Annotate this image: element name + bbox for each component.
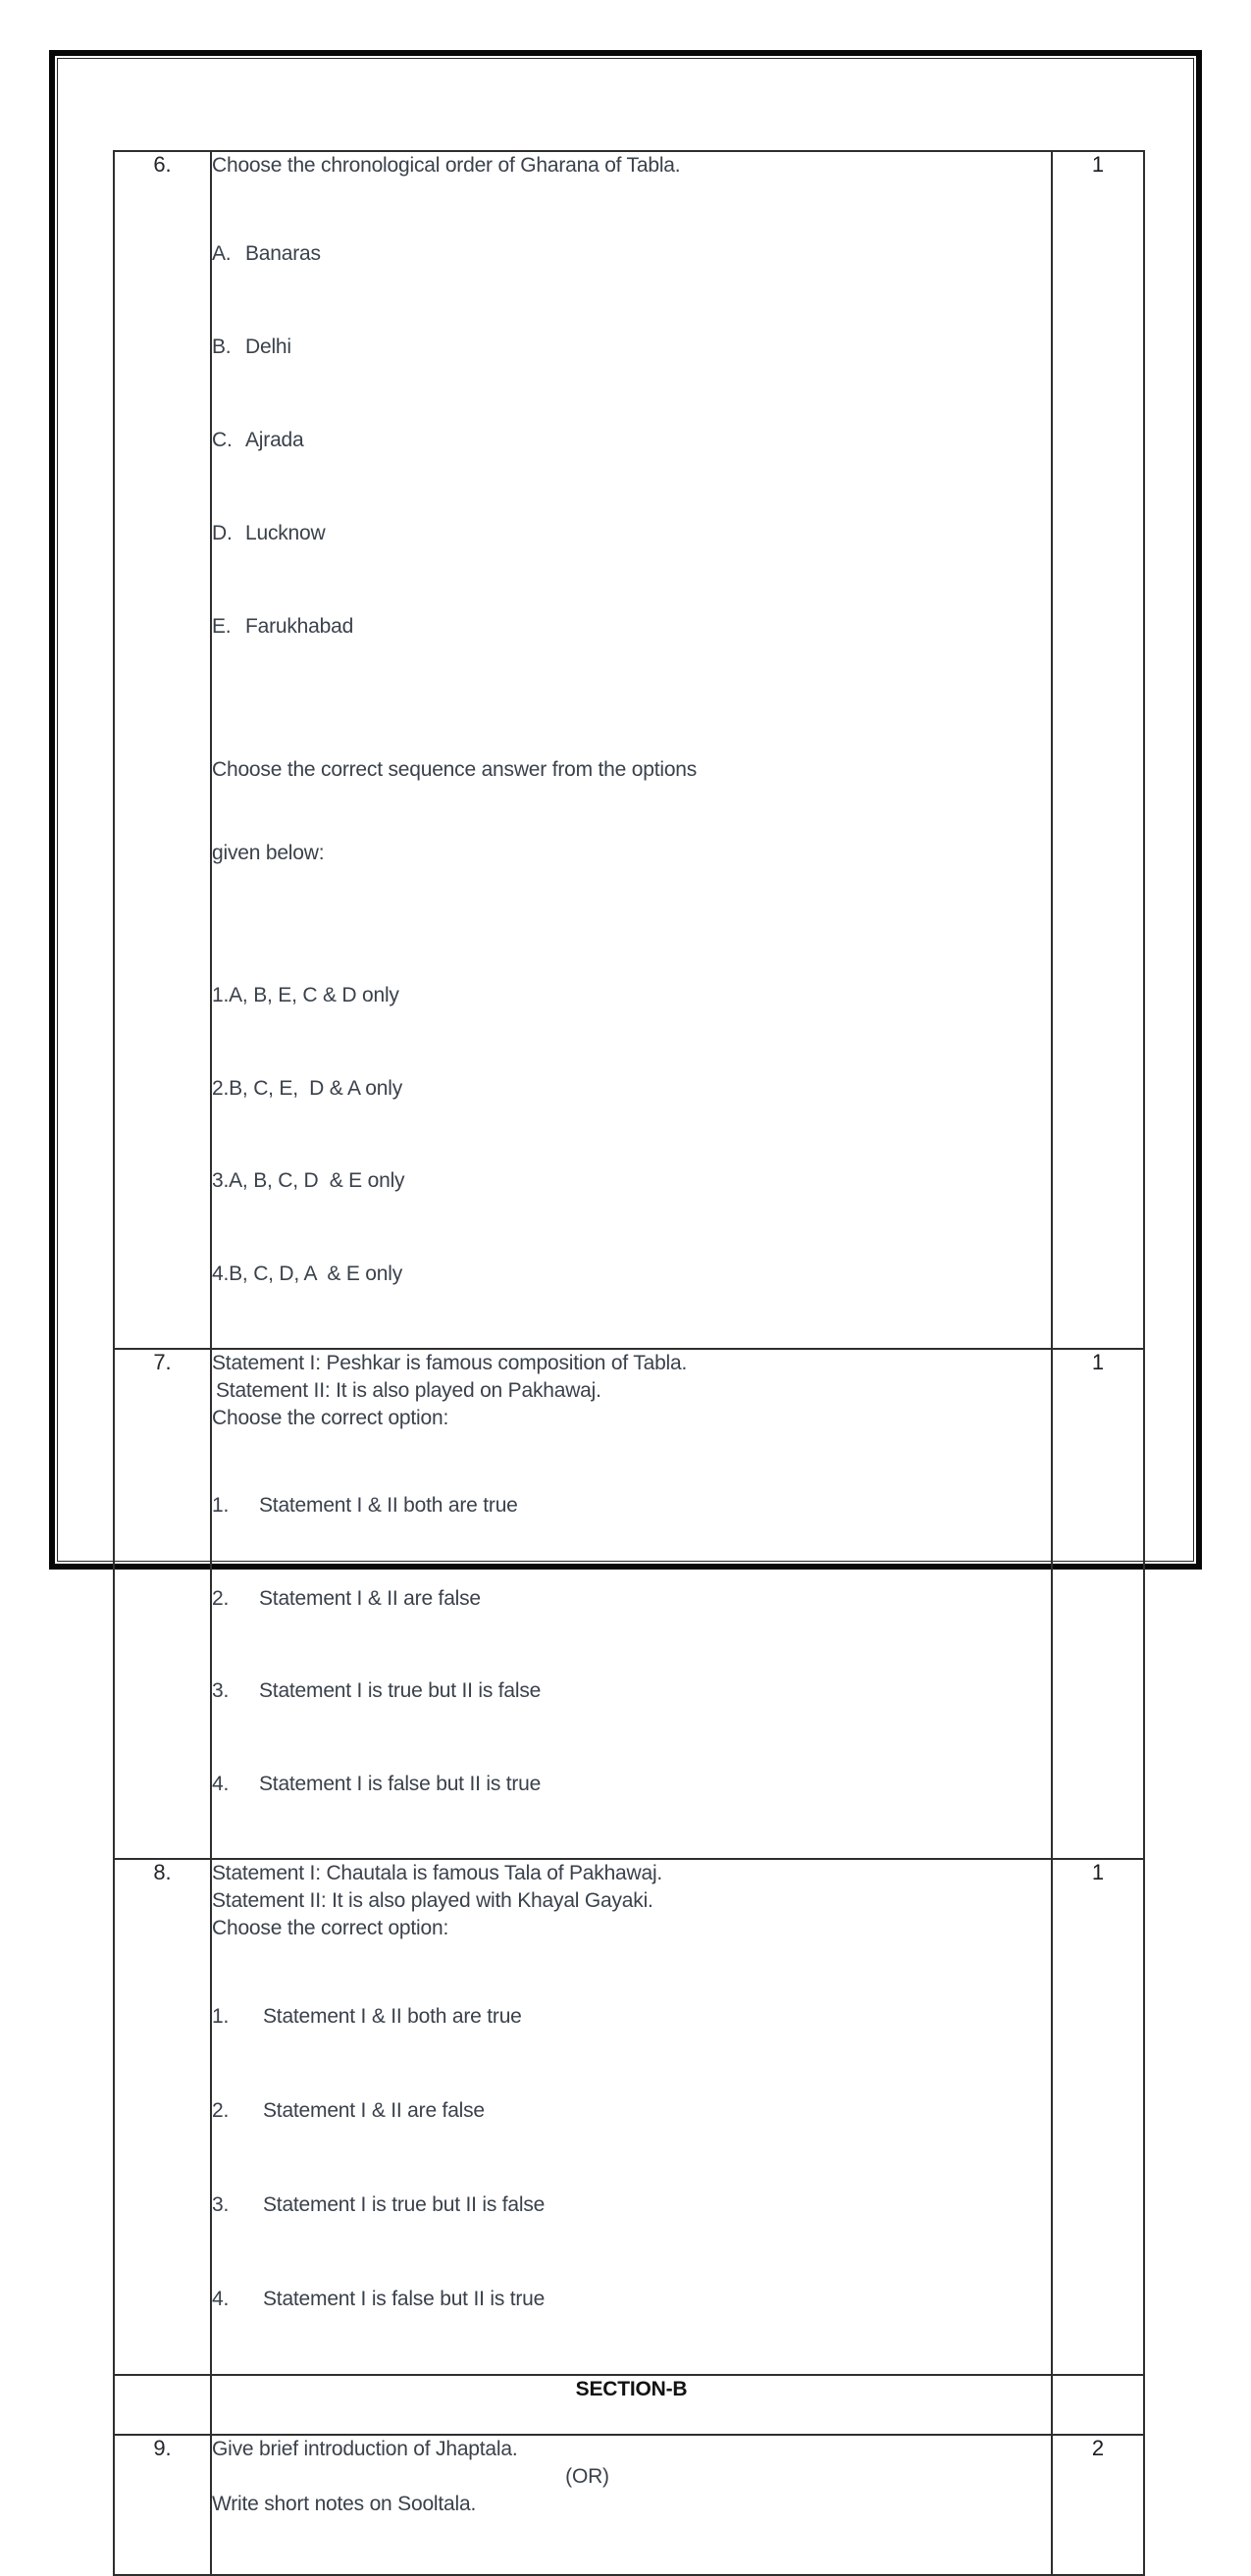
option-letter: E. [212,614,232,638]
numbered-options [212,1432,1051,1858]
sequence-prompt [212,700,1051,922]
option-text: Statement I & II both are true [259,1494,518,1518]
list-item [212,1580,1051,1619]
statement-2: Statement II: It is also played with Khayal Gayaki. [212,1889,653,1912]
question-table [113,150,1145,2576]
option-text: Statement I is false but II is true [259,1772,542,1795]
sequence-option: 2.B, C, E, D & A only [212,1076,403,1100]
option-text: Ajrada [245,428,304,451]
option-letter: B. [212,335,232,358]
list-item [212,1766,1051,1804]
question-number: 8. [114,1859,211,2375]
marks-value: 1 [1052,151,1144,1349]
numbered-options [212,1942,1051,2374]
sequence-options [212,922,1051,1348]
list-item [212,1673,1051,1711]
option-text: Statement I & II are false [259,1586,481,1610]
list-item [212,2186,1051,2225]
list-item [212,2280,1051,2319]
question-body [211,1859,1052,2375]
question-text: Give brief introduction of Jhaptala. [212,2438,518,2460]
empty-cell [114,2375,211,2435]
list-item [212,421,1051,459]
sequence-prompt-line: given below: [212,842,325,864]
section-header: SECTION-B [575,2378,688,2400]
list-item [212,234,1051,273]
option-text: Farukhabad [245,614,354,638]
option-text: Statement I is false but II is true [263,2288,546,2310]
option-letter: C. [212,428,233,451]
question-row-9 [114,2435,1144,2575]
option-number: 1. [212,1494,230,1518]
statement-2: Statement II: It is also played on Pakhawaj. [216,1379,601,1402]
option-text: Banaras [245,241,321,265]
section-header-cell [211,2375,1052,2435]
statement-1: Statement I: Chautala is famous Tala of Pakhawaj. [212,1862,663,1884]
option-number: 4. [212,2288,230,2310]
option-text: Statement I is true but II is false [263,2193,546,2216]
or-separator: (OR) [565,2465,609,2488]
question-intro: Choose the chronological order of Gharana of Tabla. [212,154,681,177]
question-number: 9. [114,2435,211,2575]
option-text: Statement I is true but II is false [259,1679,542,1703]
option-number: 3. [212,1679,230,1703]
option-text: Statement I & II both are true [263,2005,522,2028]
choose-prompt: Choose the correct option: [212,1407,449,1429]
option-letter: D. [212,521,233,544]
question-row-8 [114,1859,1144,2375]
option-text: Lucknow [245,521,326,544]
option-number: 3. [212,2193,230,2216]
sequence-option: 1.A, B, E, C & D only [212,984,399,1007]
marks-value: 2 [1052,2435,1144,2575]
sequence-prompt-line: Choose the correct sequence answer from the options [212,758,698,781]
section-header-row [114,2375,1144,2435]
question-number: 6. [114,151,211,1349]
marks-value: 1 [1052,1349,1144,1859]
option-number: 2. [212,2099,230,2122]
question-number: 7. [114,1349,211,1859]
empty-cell [1052,2375,1144,2435]
option-text: Delhi [245,335,291,358]
option-number: 1. [212,2005,230,2028]
option-letter: A. [212,241,232,265]
sequence-option: 3.A, B, C, D & E only [212,1169,405,1193]
list-item [212,514,1051,552]
list-item [212,2091,1051,2131]
question-row-7 [114,1349,1144,1859]
option-text: Statement I & II are false [263,2099,485,2122]
question-row-6 [114,151,1144,1349]
sequence-option: 4.B, C, D, A & E only [212,1262,403,1285]
statement-1: Statement I: Peshkar is famous composition of Tabla. [212,1352,688,1374]
lettered-options [212,180,1051,700]
marks-value: 1 [1052,1859,1144,2375]
option-number: 4. [212,1772,230,1795]
question-body [211,151,1052,1349]
list-item [212,607,1051,645]
list-item [212,328,1051,366]
question-body [211,1349,1052,1859]
question-body [211,2435,1052,2575]
choose-prompt: Choose the correct option: [212,1917,449,1939]
question-text-alt: Write short notes on Sooltala. [212,2493,477,2515]
option-number: 2. [212,1586,230,1610]
list-item [212,1997,1051,2036]
list-item [212,1487,1051,1525]
